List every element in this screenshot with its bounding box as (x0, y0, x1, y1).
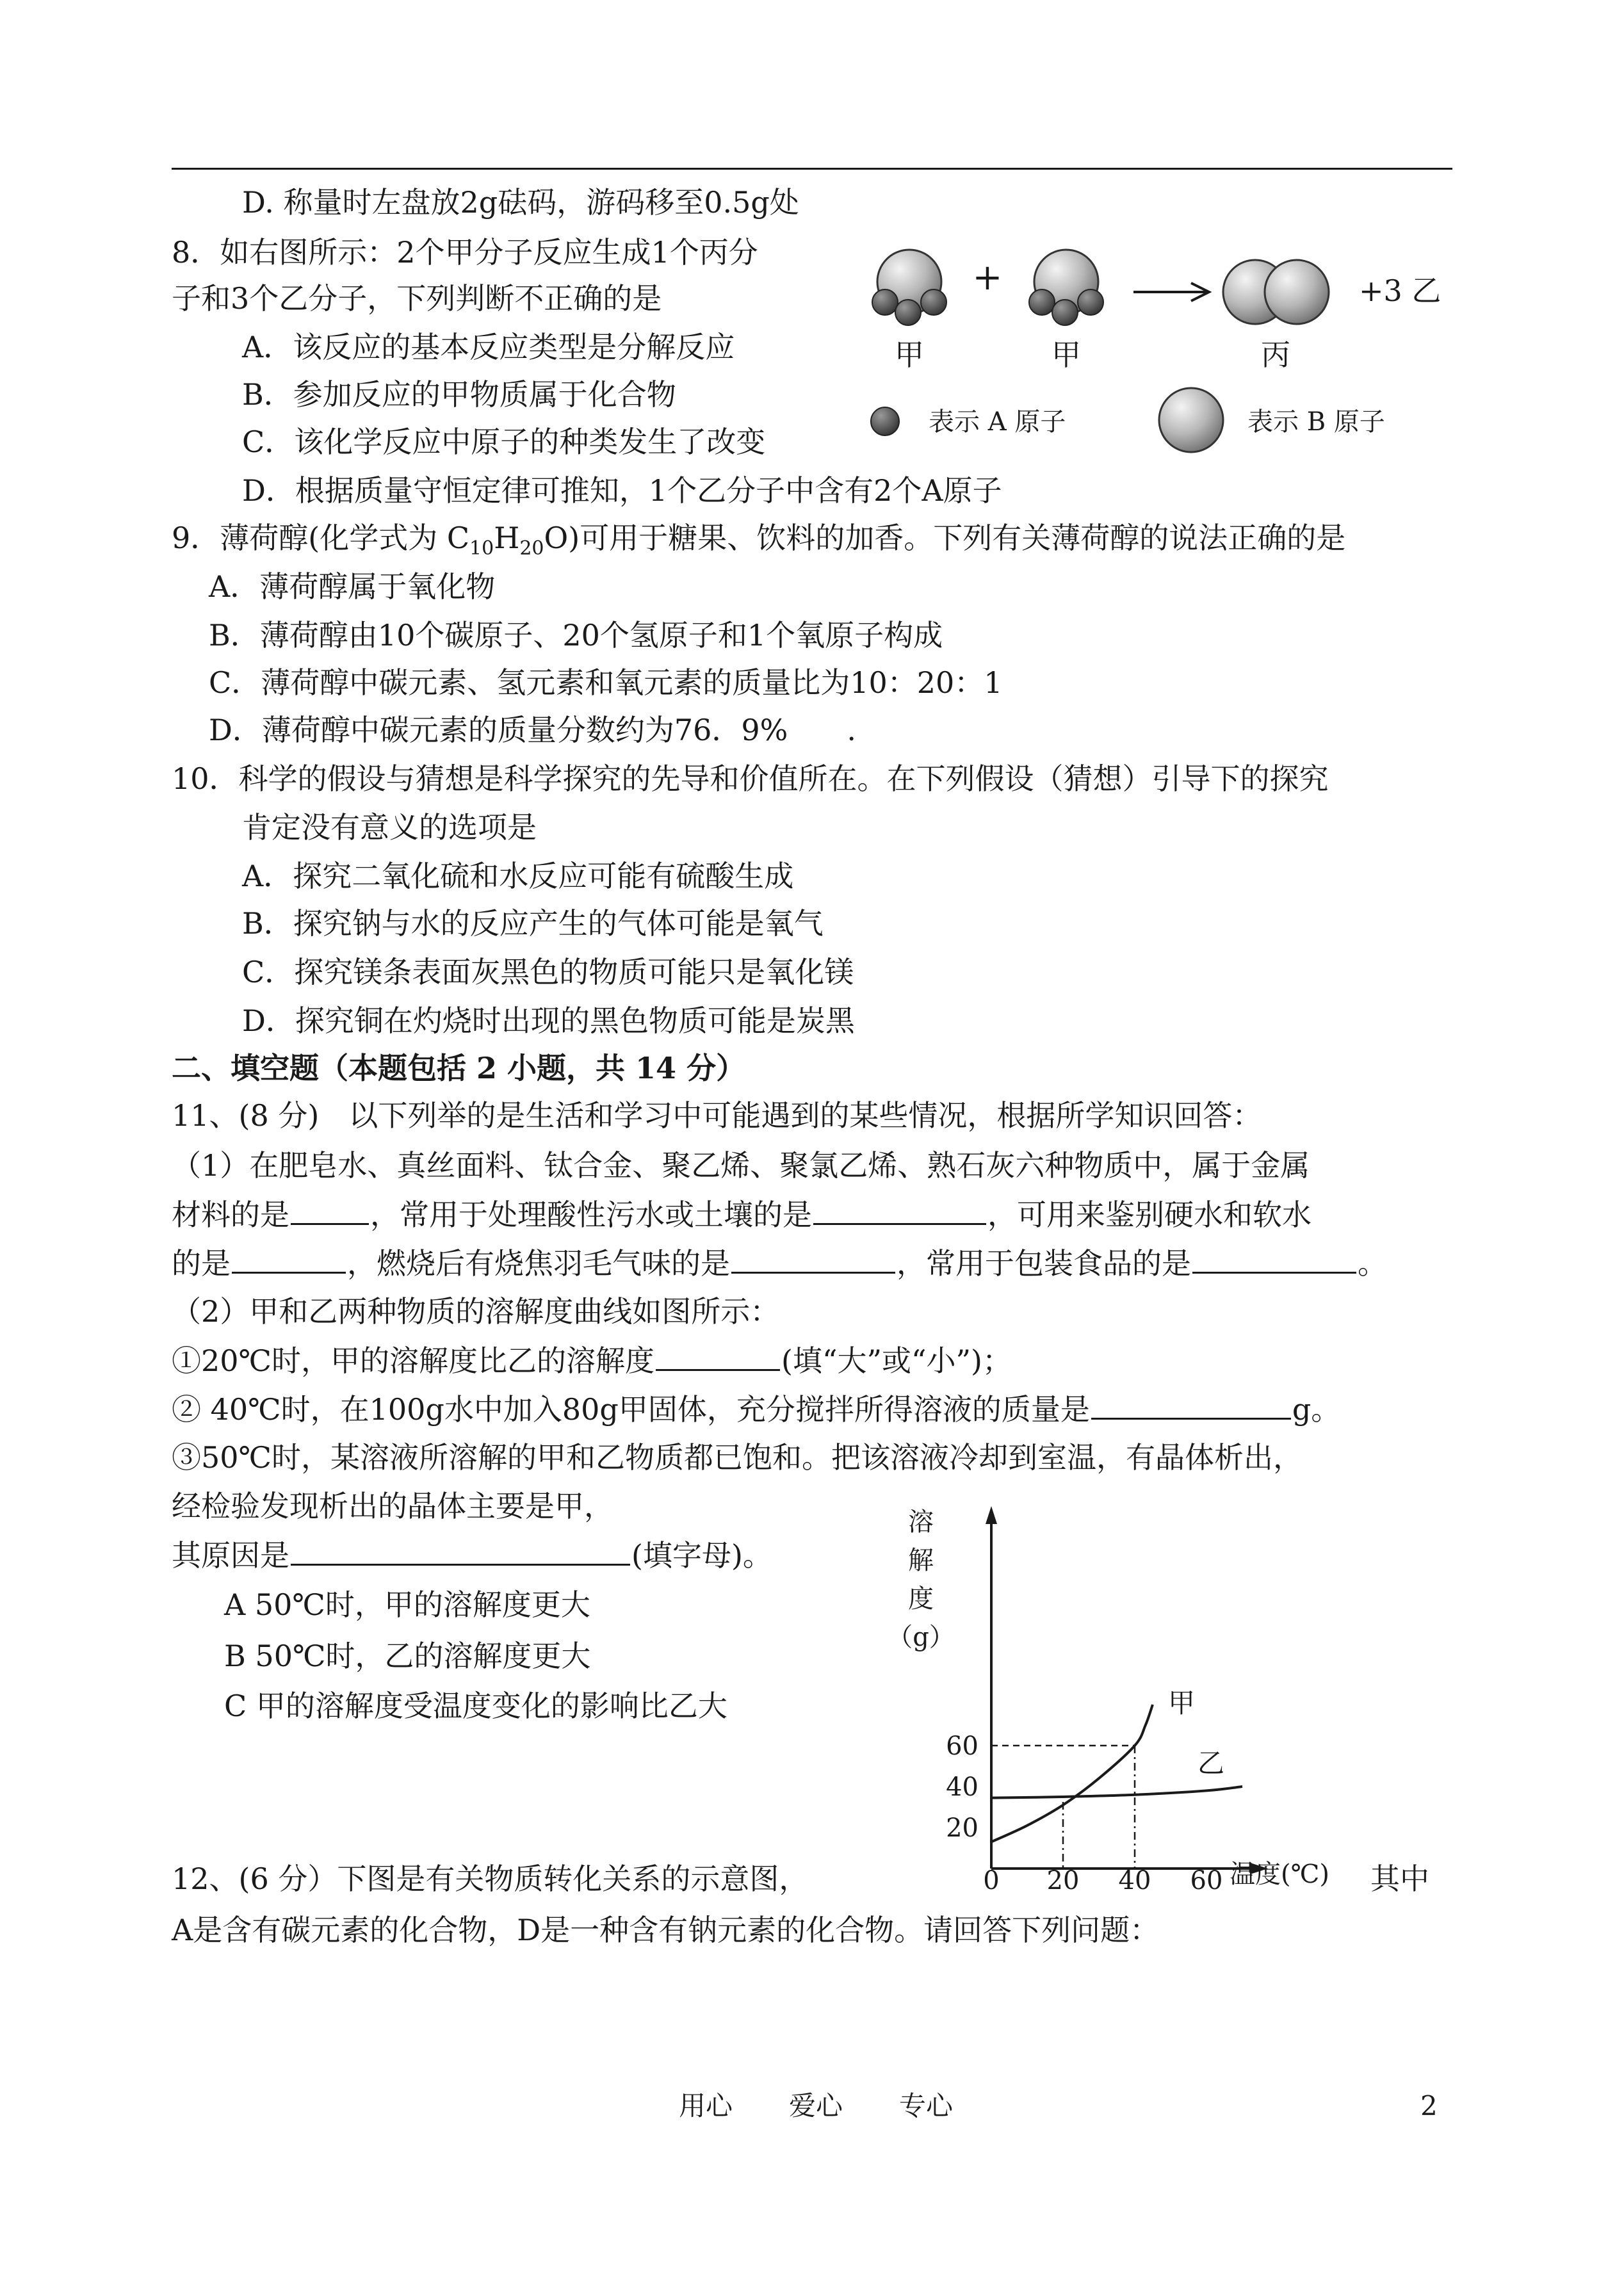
q11-p2-q3-line3a: 其原因是 (172, 1538, 289, 1573)
plus-sign: + (972, 257, 1003, 298)
legend-b-atom-icon (1159, 388, 1223, 452)
label-jia-1: 甲 (895, 337, 924, 372)
q11-p1-l2b: ，常用于处理酸性污水或土壤的是 (370, 1197, 812, 1232)
q11-p2-q1a: ①20℃时，甲的溶解度比乙的溶解度 (172, 1343, 654, 1378)
footer-item-3: 专心 (899, 2090, 954, 2121)
q11-p1-l3c: ，常用于包装食品的是 (897, 1246, 1191, 1281)
q9-stem-h: H (494, 521, 520, 555)
q11-p1-l3a: 的是 (172, 1246, 231, 1281)
blank-reason-letter[interactable] (291, 1536, 630, 1566)
q10-stem-line2: 肯定没有意义的选项是 (242, 810, 537, 845)
q9-stem-post: O)可用于糖果、饮料的加香。下列有关薄荷醇的说法正确的是 (544, 521, 1346, 555)
legend-a-atom-icon (871, 407, 899, 435)
blank-hard-water[interactable] (232, 1244, 346, 1274)
y-tick-label: 20 (946, 1813, 978, 1843)
q11-p2-q3-line3 (172, 1536, 772, 1575)
q11-p1-line2 (172, 1195, 1311, 1234)
q11-p2-intro: （2）甲和乙两种物质的溶解度曲线如图所示： (172, 1294, 780, 1329)
label-jia-2: 甲 (1052, 337, 1081, 372)
q10-option-c: C．探究镁条表面灰黑色的物质可能只是氧化镁 (242, 955, 854, 989)
q9-sub-c: 10 (469, 537, 494, 560)
q11-p2-q1b: (填“大”或“小”)； (781, 1343, 1012, 1378)
blank-acid-treatment[interactable] (813, 1195, 986, 1225)
q11-choice-b: B 50℃时，乙的溶解度更大 (224, 1639, 591, 1673)
q11-p2-q3-line1: ③50℃时，某溶液所溶解的甲和乙物质都已饱和。把该溶液冷却到室温，有晶体析出， (172, 1440, 1303, 1475)
header-rule (172, 168, 1452, 170)
legend-b-text: 表示 B 原子 (1247, 407, 1385, 437)
product-extra: +3 乙 (1359, 273, 1441, 308)
blank-compare-solubility[interactable] (656, 1341, 780, 1371)
q9-stem-pre: 9．薄荷醇(化学式为 C (172, 521, 470, 555)
q7-option-d: D. 称量时左盘放2g砝码，游码移至0.5g处 (242, 185, 799, 220)
section2-title: 二、填空题（本题包括 2 小题，共 14 分） (172, 1051, 746, 1085)
molecule-jia-1 (872, 250, 946, 325)
q8-stem-line2: 子和3个乙分子，下列判断不正确的是 (172, 281, 662, 316)
q11-p2-q2b: g。 (1292, 1392, 1341, 1427)
molecule-bing (1223, 260, 1329, 324)
q12-line1b: 其中 (1370, 1861, 1429, 1896)
y-axis-label-char: 解 (908, 1546, 934, 1575)
blank-burnt-feather[interactable] (731, 1244, 895, 1274)
q9-stem (172, 519, 1346, 560)
q9-option-c: C．薄荷醇中碳元素、氢元素和氧元素的质量比为10：20：1 (209, 665, 1003, 700)
q11-p1-l2c: ，可用来鉴别硬水和软水 (987, 1197, 1311, 1232)
blank-metal-material[interactable] (291, 1195, 369, 1225)
q9-option-a: A．薄荷醇属于氧化物 (209, 569, 496, 604)
q9-option-b: B．薄荷醇由10个碳原子、20个氢原子和1个氧原子构成 (209, 618, 943, 653)
q8-option-b: B．参加反应的甲物质属于化合物 (242, 377, 676, 412)
blank-solution-mass[interactable] (1091, 1390, 1291, 1420)
q10-stem-line1: 10．科学的假设与猜想是科学探究的先导和价值所在。在下列假设（猜想）引导下的探究 (172, 761, 1329, 796)
q11-p1-l3d: 。 (1358, 1246, 1387, 1281)
q12-line1a: 12、(6 分）下图是有关物质转化关系的示意图， (172, 1861, 809, 1896)
q9-option-d: D．薄荷醇中碳元素的质量分数约为76．9% . (209, 713, 857, 747)
series-line-jia (991, 1705, 1153, 1842)
y-tick-label: 40 (946, 1772, 978, 1802)
q10-option-a: A．探究二氧化硫和水反应可能有硫酸生成 (242, 859, 794, 893)
reaction-figure (858, 231, 1460, 461)
y-tick-label: 60 (946, 1731, 978, 1761)
q11-p1-l2a: 材料的是 (172, 1197, 289, 1232)
q12-line2: A是含有碳元素的化合物，D是一种含有钠元素的化合物。请回答下列问题： (172, 1913, 1160, 1947)
y-axis-label-char: 溶 (908, 1507, 934, 1537)
q11-choice-a: A 50℃时，甲的溶解度更大 (224, 1587, 590, 1622)
x-tick-label: 0 (983, 1866, 1000, 1895)
series-label-jia: 甲 (1168, 1687, 1196, 1719)
legend-a-text: 表示 A 原子 (929, 407, 1066, 437)
molecule-jia-2 (1029, 250, 1103, 325)
q10-option-d: D．探究铜在灼烧时出现的黑色物质可能是炭黑 (242, 1003, 855, 1038)
q11-p1-l3b: ，燃烧后有烧焦羽毛气味的是 (347, 1246, 730, 1281)
q8-option-d: D．根据质量守恒定律可推知，1个乙分子中含有2个A原子 (242, 473, 1002, 508)
chart-y-axis-label (887, 1507, 955, 1652)
q11-p2-q3-line3b: (填字母)。 (631, 1538, 772, 1573)
x-tick-label: 60 (1190, 1866, 1223, 1895)
q11-p2-q1 (172, 1341, 1012, 1380)
footer-item-2: 爱心 (789, 2090, 843, 2121)
blank-food-packaging[interactable] (1192, 1244, 1356, 1274)
y-axis-arrow (986, 1506, 997, 1524)
chart-axes (986, 1506, 1268, 1874)
chart-guides (991, 1746, 1135, 1869)
page-number: 2 (1420, 2090, 1438, 2121)
footer-item-1: 用心 (679, 2090, 733, 2121)
chart-x-axis-label: 温度(℃) (1230, 1860, 1329, 1889)
solubility-chart (887, 1498, 1434, 1902)
q8-stem-line1: 8．如右图所示：2个甲分子反应生成1个丙分 (172, 235, 758, 270)
y-axis-label-char: （g） (887, 1623, 955, 1652)
y-axis-label-char: 度 (908, 1584, 934, 1614)
x-tick-label: 40 (1118, 1866, 1151, 1895)
q11-p1-line1: （1）在肥皂水、真丝面料、钛合金、聚乙烯、聚氯乙烯、熟石灰六种物质中，属于金属 (172, 1148, 1310, 1183)
chart-ticks (946, 1731, 1225, 1895)
q11-p2-q2a: ② 40℃时，在100g水中加入80g甲固体，充分搅拌所得溶液的质量是 (172, 1392, 1090, 1427)
q11-p1-line3 (172, 1244, 1387, 1283)
label-bing: 丙 (1261, 337, 1290, 372)
q11-choice-c: C 甲的溶解度受温度变化的影响比乙大 (224, 1689, 727, 1723)
series-line-yi (991, 1787, 1242, 1798)
q10-option-b: B．探究钠与水的反应产生的气体可能是氧气 (242, 906, 824, 941)
q11-p2-q3-line2: 经检验发现析出的晶体主要是甲， (172, 1489, 613, 1523)
q11-stem: 11、(8 分) 以下列举的是生活和学习中可能遇到的某些情况，根据所学知识回答： (172, 1098, 1262, 1133)
q8-option-c: C．该化学反应中原子的种类发生了改变 (242, 425, 766, 459)
x-tick-label: 20 (1046, 1866, 1080, 1895)
reaction-arrow (1133, 283, 1209, 301)
chart-series (991, 1687, 1242, 1842)
series-label-yi: 乙 (1198, 1748, 1225, 1779)
q8-option-a: A．该反应的基本反应类型是分解反应 (242, 330, 735, 364)
q9-sub-h: 20 (519, 537, 544, 560)
q11-p2-q2 (172, 1390, 1340, 1429)
